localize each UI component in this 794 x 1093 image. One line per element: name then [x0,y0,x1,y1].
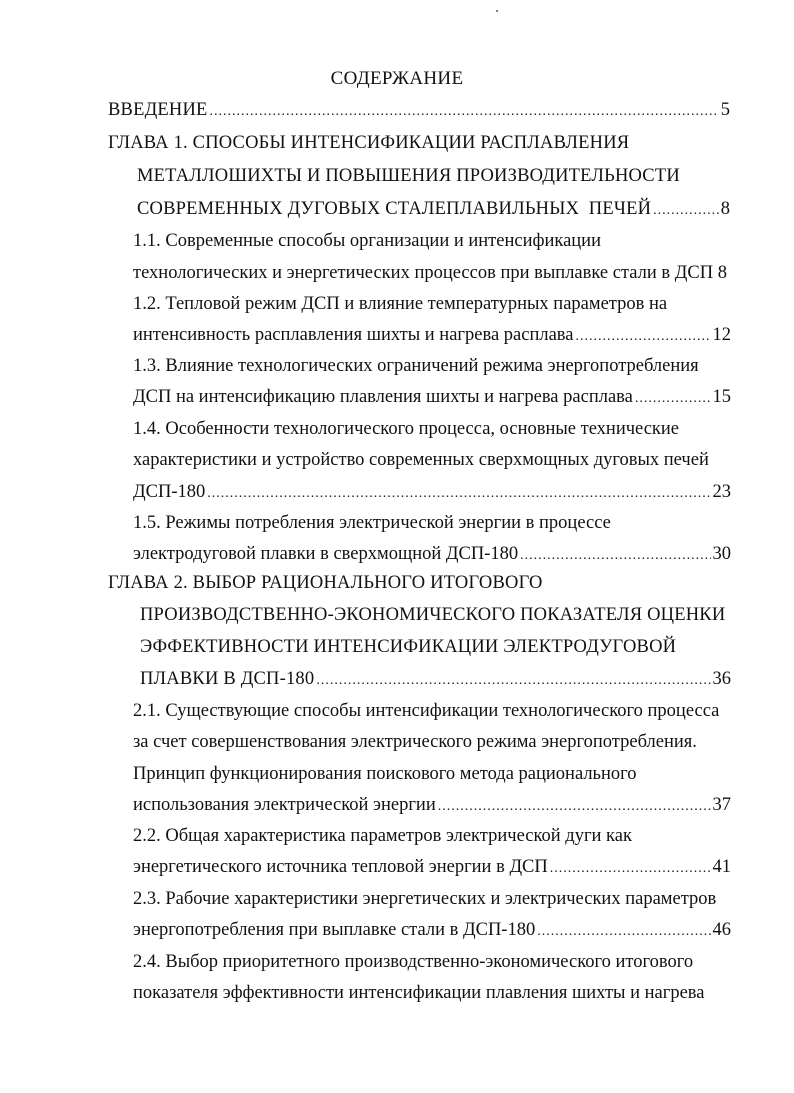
leader-dots [520,544,710,568]
toc-entry-text: ГЛАВА 1. СПОСОБЫ ИНТЕНСИФИКАЦИИ РАСПЛАВЛЕНИЯ [108,133,630,153]
toc-entry-text: характеристики и устройство современных сверхмощных дуговых печей [133,450,709,470]
toc-entry-text: МЕТАЛЛОШИХТЫ И ПОВЫШЕНИЯ ПРОИЗВОДИТЕЛЬНОСТИ [137,166,680,186]
toc-entry-text: за счет совершенствования электрического режима энергопотребления. [133,732,697,752]
toc-page-number: 5 [720,100,730,120]
toc-entry-text: ДСП на интенсификацию плавления шихты и нагрева расплава [133,387,633,407]
toc-entry-text: показателя эффективности интенсификации плавления шихты и нагрева [133,983,705,1003]
toc-section-2-1-line-1[interactable] [133,699,719,723]
toc-section-1-2-line-1[interactable] [133,292,667,316]
toc-entry-text: 1.4. Особенности технологического процесса, основные технические [133,419,680,439]
page-title: СОДЕРЖАНИЕ [330,68,464,89]
toc-entry-text: 2.2. Общая характеристика параметров электрической дуги как [133,826,632,846]
toc-entry-text: электродуговой плавки в сверхмощной ДСП-180 [133,544,519,564]
leader-dots [576,325,711,349]
toc-entry-text: СОВРЕМЕННЫХ ДУГОВЫХ СТАЛЕПЛАВИЛЬНЫХ ПЕЧЕЙ [137,199,652,219]
toc-entry-text: ВВЕДЕНИЕ [108,100,208,120]
toc-entry-text: 1.2. Тепловой режим ДСП и влияние температурных параметров на [133,294,668,314]
toc-entry-text: использования электрической энергии [133,795,436,815]
toc-entry-text: 2.4. Выбор приоритетного производственно-экономического итогового [133,952,694,972]
toc-chapter-1-line-2[interactable] [137,164,680,188]
toc-page-number: 8 [720,199,730,219]
toc-entry-text: ЭФФЕКТИВНОСТИ ИНТЕНСИФИКАЦИИ ЭЛЕКТРОДУГОВОЙ [140,637,677,657]
toc-entry-text: 2.3. Рабочие характеристики энергетических и электрических параметров [133,889,717,909]
toc-section-1-1-line-2[interactable] [133,261,727,285]
toc-section-2-1-line-4[interactable] [133,793,731,817]
toc-entry-text: 1.1. Современные способы организации и интенсификации [133,231,601,251]
toc-chapter-2-line-2[interactable] [140,603,725,627]
toc-entry-text: ДСП-180 [133,482,206,502]
toc-entry-text: ПРОИЗВОДСТВЕННО-ЭКОНОМИЧЕСКОГО ПОКАЗАТЕЛЯ ОЦЕНКИ [140,605,726,625]
toc-section-1-3-line-1[interactable] [133,354,699,378]
leader-dots [653,199,719,223]
toc-chapter-2-line-1[interactable] [108,571,543,595]
toc-entry-text: 1.3. Влияние технологических ограничений режима энергопотребления [133,356,699,376]
toc-section-1-5-line-1[interactable] [133,511,611,535]
scan-speck [496,10,498,12]
toc-section-1-4-line-2[interactable] [133,448,709,472]
toc-page-number: 23 [712,482,731,502]
toc-entry-text: 2.1. Существующие способы интенсификации технологического процесса [133,701,720,721]
toc-entry-text: технологических и энергетических процессов при выплавке стали в ДСП 8 [133,263,727,283]
toc-entry-text: ПЛАВКИ В ДСП-180 [140,669,315,689]
toc-section-2-3-line-1[interactable] [133,887,716,911]
toc-chapter-1-line-1[interactable] [108,131,629,155]
toc-section-1-4-line-1[interactable] [133,417,679,441]
toc-page-number: 37 [712,795,731,815]
toc-section-1-1-line-1[interactable] [133,229,601,253]
toc-entry-text: 1.5. Режимы потребления электрической энергии в процессе [133,513,611,533]
toc-section-2-2-line-2[interactable] [133,855,731,879]
leader-dots [207,482,710,506]
toc-page-number: 46 [712,920,731,940]
toc-section-2-1-line-2[interactable] [133,730,697,754]
toc-page-number: 12 [712,325,731,345]
toc-section-2-4-line-2[interactable] [133,981,705,1005]
toc-section-2-4-line-1[interactable] [133,950,693,974]
leader-dots [316,669,710,693]
toc-section-2-2-line-1[interactable] [133,824,632,848]
leader-dots [537,920,710,944]
toc-chapter-1-line-3[interactable] [137,197,730,221]
leader-dots [550,857,711,881]
toc-page-number: 15 [712,387,731,407]
toc-page-number: 41 [712,857,731,877]
toc-entry-text: энергопотребления при выплавке стали в ДСП-180 [133,920,536,940]
toc-section-1-4-line-3[interactable] [133,480,731,504]
toc-entry-text: Принцип функционирования поискового метода рационального [133,764,637,784]
toc-section-1-5-line-2[interactable] [133,542,731,566]
toc-page-number: 36 [712,669,731,689]
toc-entry-text: энергетического источника тепловой энергии в ДСП [133,857,548,877]
toc-entry-text: интенсивность расплавления шихты и нагрева расплава [133,325,574,345]
toc-chapter-2-line-4[interactable] [140,667,731,691]
toc-section-1-3-line-2[interactable] [133,385,731,409]
toc-entry-intro[interactable] [108,98,730,122]
toc-chapter-2-line-3[interactable] [140,635,676,659]
leader-dots [438,795,711,819]
toc-section-2-1-line-3[interactable] [133,762,637,786]
leader-dots [210,100,719,124]
toc-entry-text: ГЛАВА 2. ВЫБОР РАЦИОНАЛЬНОГО ИТОГОВОГО [108,573,543,593]
leader-dots [635,387,711,411]
toc-section-2-3-line-2[interactable] [133,918,731,942]
toc-section-1-2-line-2[interactable] [133,323,731,347]
toc-page-number: 30 [712,544,731,564]
